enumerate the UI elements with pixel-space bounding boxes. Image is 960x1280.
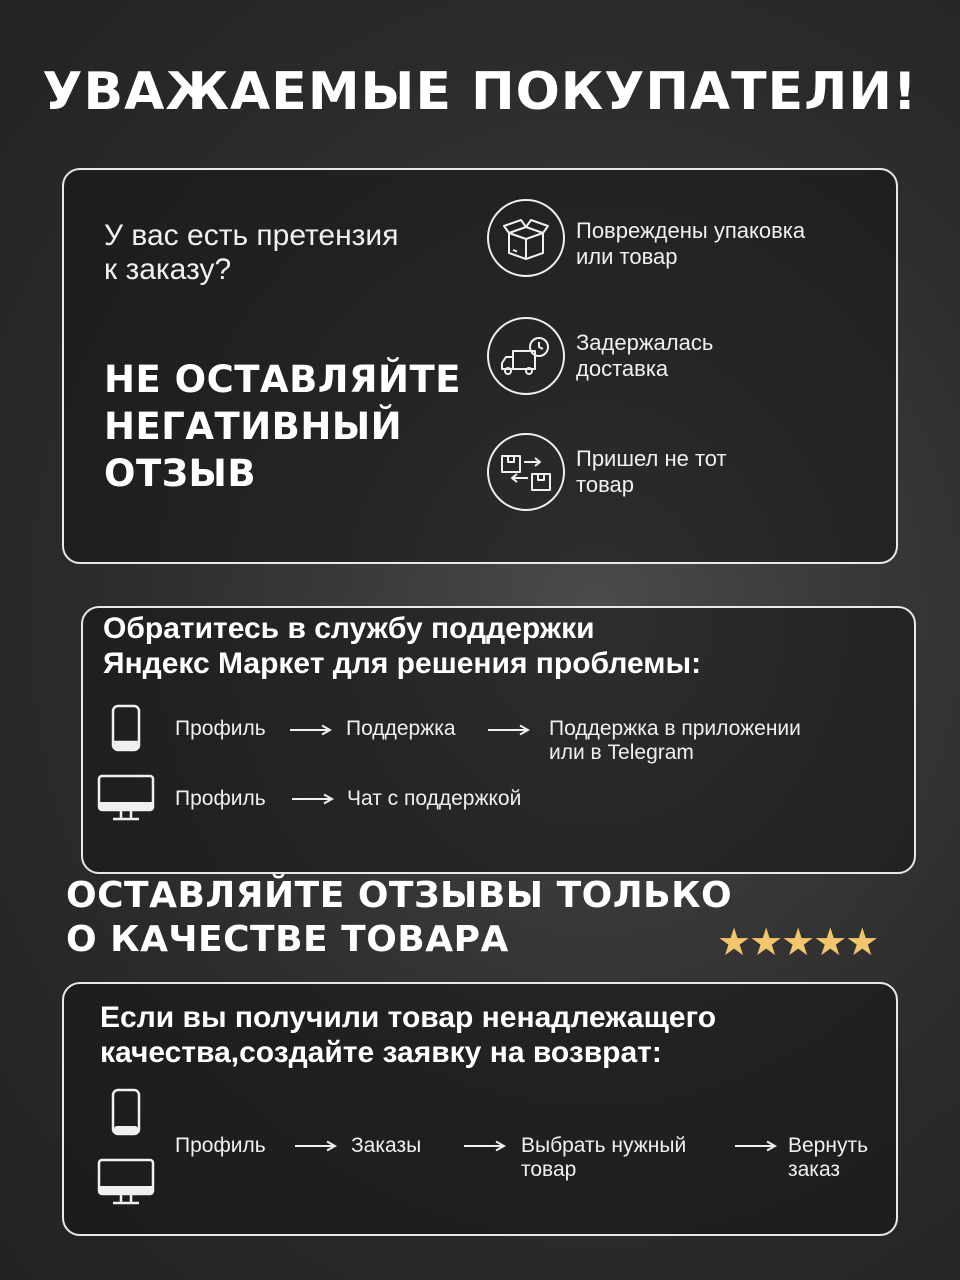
- delivery-delay-icon: [487, 317, 565, 395]
- arrow-icon: [735, 1140, 777, 1152]
- reason-wrong-item: [576, 446, 727, 498]
- page-title: УВАЖАЕМЫЕ ПОКУПАТЕЛИ!: [42, 62, 918, 122]
- reason-delivery-line1: Задержалась: [576, 330, 714, 355]
- reason-wrong-line1: Пришел не тот: [576, 446, 727, 471]
- app-support-line1: Поддержка в приложении: [549, 717, 801, 740]
- support-heading-line2: Яндекс Маркет для решения проблемы:: [103, 647, 702, 680]
- return-heading-line1: Если вы получили товар ненадлежащего: [100, 1001, 717, 1034]
- arrow-icon: [488, 724, 530, 736]
- arrow-icon: [292, 793, 334, 805]
- reason-wrong-line2: товар: [576, 472, 634, 497]
- reason-damaged: [576, 218, 805, 270]
- mobile-phone-icon: [111, 1088, 141, 1141]
- damaged-box-icon: [487, 199, 565, 277]
- five-stars-icon: ★★★★★: [717, 922, 878, 964]
- warning-line2: НЕГАТИВНЫЙ: [104, 405, 403, 448]
- mobile-step-profile: Профиль: [175, 717, 266, 740]
- support-heading: [103, 611, 701, 681]
- support-heading-line1: Обратитесь в службу поддержки: [103, 612, 595, 645]
- return-heading-line2: качества,создайте заявку на возврат:: [100, 1036, 662, 1069]
- warning-line1: НЕ ОСТАВЛЯЙТЕ: [104, 358, 462, 401]
- return-step-profile: Профиль: [175, 1134, 266, 1157]
- arrow-icon: [290, 724, 332, 736]
- warning-text: [104, 356, 461, 497]
- arrow-icon: [295, 1140, 337, 1152]
- warning-line3: ОТЗЫВ: [104, 452, 257, 495]
- desktop-monitor-icon: [97, 1158, 155, 1211]
- return-step-orders: Заказы: [351, 1134, 422, 1157]
- mobile-step-support: Поддержка: [346, 717, 456, 740]
- claim-question-line1: У вас есть претензия: [104, 219, 399, 252]
- mobile-phone-icon: [111, 704, 141, 757]
- reviews-title-line1: ОСТАВЛЯЙТЕ ОТЗЫВЫ ТОЛЬКО: [66, 875, 733, 916]
- claim-question: [104, 219, 398, 287]
- reason-damaged-line2: или товар: [576, 244, 678, 269]
- reason-damaged-line1: Повреждены упаковка: [576, 218, 806, 243]
- mobile-step-app-support: [549, 717, 801, 765]
- select-item-line2: товар: [521, 1158, 577, 1181]
- return-step-select-item: [521, 1134, 686, 1182]
- reviews-title: [66, 874, 732, 962]
- desktop-monitor-icon: [97, 774, 155, 827]
- arrow-icon: [464, 1140, 506, 1152]
- desktop-step-chat: Чат с поддержкой: [347, 787, 522, 810]
- reason-delivery: [576, 330, 713, 382]
- app-support-line2: или в Telegram: [549, 741, 694, 764]
- return-heading: [100, 1000, 716, 1070]
- return-order-line1: Вернуть: [788, 1134, 869, 1157]
- reason-delivery-line2: доставка: [576, 356, 669, 381]
- return-step-return-order: [788, 1134, 868, 1182]
- desktop-step-profile: Профиль: [175, 787, 266, 810]
- claim-question-line2: к заказу?: [104, 253, 232, 286]
- reviews-title-line2: О КАЧЕСТВЕ ТОВАРА: [66, 919, 509, 960]
- wrong-item-icon: [487, 433, 565, 511]
- select-item-line1: Выбрать нужный: [521, 1134, 687, 1157]
- return-order-line2: заказ: [788, 1158, 841, 1181]
